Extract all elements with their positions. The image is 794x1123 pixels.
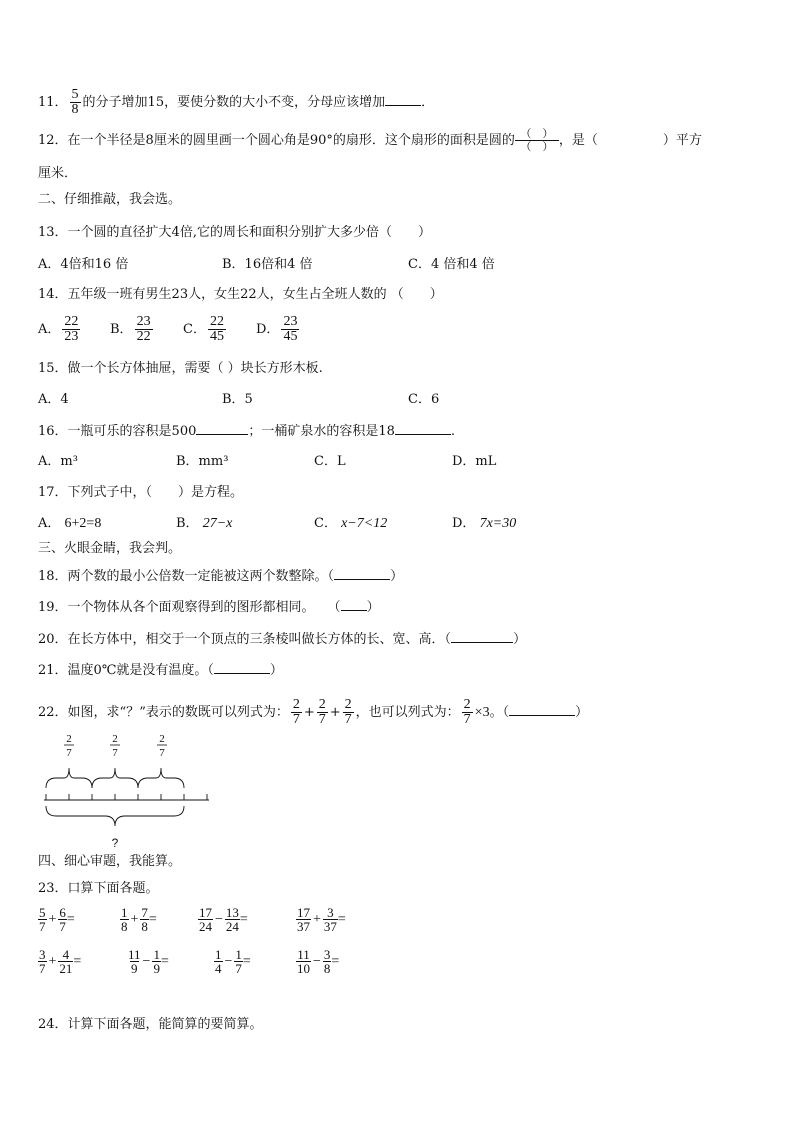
question-number: 11． [38,95,68,110]
denominator: 9 [131,961,138,976]
numerator: 13 [225,905,239,920]
equals-sign: = [331,953,340,969]
question-number: 15． [38,361,68,376]
math-expression: x−7<12 [341,516,388,531]
fraction [208,315,226,344]
fraction [120,906,129,933]
denominator: 7 [318,712,326,727]
denominator: 23 [64,329,79,344]
question-text: 如图，求“？”表示的数既可以列式为： [67,705,289,720]
option-c[interactable]: C．L [314,454,346,469]
option-b[interactable]: B．16倍和4 倍 [222,257,313,272]
upper-brace [138,768,184,788]
denominator: 7 [39,961,46,976]
numerator: 22 [209,314,224,329]
question-number: 24． [38,1017,68,1032]
question-number: 20． [38,632,68,647]
numerator: 4 [62,947,70,962]
punct: ） [513,632,527,647]
operator: − [224,953,233,969]
fraction [38,948,47,975]
question-number: 22． [38,705,68,720]
operator: − [142,953,151,969]
option-label: D． [452,516,476,531]
segment-label-numerator: 2 [66,733,72,745]
upper-brace [46,768,92,788]
section-heading: 四、细心审题，我能算。 [38,854,182,869]
numerator: 1 [153,947,160,962]
denominator: 8 [323,961,331,976]
lower-brace [46,806,184,826]
option-c[interactable] [314,515,387,533]
question-number: 13． [38,225,68,240]
option-a[interactable]: A．4 [38,392,69,407]
numerator: 7 [141,905,148,920]
operator: + [48,911,57,927]
numerator: 1 [235,947,242,962]
question-number: 12． [38,133,68,148]
fraction [62,315,80,344]
answer-blank[interactable] [334,567,390,580]
option-d[interactable]: D．mL [452,454,497,469]
question-23 [38,880,159,898]
option-label: A． [38,322,61,337]
option-d[interactable] [256,315,301,344]
operator: − [313,953,321,969]
denominator: 7 [463,712,471,727]
fraction [296,948,311,975]
denominator: 10 [297,961,310,976]
question-24 [38,1016,263,1034]
option-a[interactable]: A．4倍和16 倍 [38,257,129,272]
question-text: ；一桶矿泉水的容积是18 [248,424,395,439]
fraction [140,906,149,933]
numerator: 2 [344,697,352,712]
question-number: 23． [38,881,68,896]
numerator: 11 [297,947,310,962]
denominator: 7 [59,919,66,934]
segment-label-numerator: 2 [112,733,118,745]
plus-sign: + [329,705,341,720]
blank-fraction[interactable] [515,128,559,153]
equals-sign: = [239,911,248,927]
question-number: 14． [38,287,68,302]
option-b[interactable]: B．5 [222,392,253,407]
option-label: B． [110,322,133,337]
denominator: 7 [344,712,352,727]
question-18 [38,567,403,586]
denominator: 7 [39,919,46,934]
option-c[interactable]: C．6 [408,392,440,407]
equals-sign: = [73,953,82,969]
answer-blank[interactable] [196,422,248,435]
fraction [323,948,332,975]
upper-brace [92,768,138,788]
answer-blank[interactable] [509,703,575,716]
punct: ） [269,663,283,678]
question-19 [38,598,380,617]
fraction [343,698,354,727]
numerator: 3 [39,947,46,962]
segment-label-numerator: 2 [159,733,165,745]
operator: + [130,911,139,927]
equals-sign: = [148,911,157,927]
equals-sign: = [160,953,169,969]
denominator: （ ） [515,140,559,153]
option-b[interactable] [176,515,232,533]
question-text: 在一个半径是8厘米的圆里画一个圆心角是90°的扇形．这个扇形的面积是圆的 [67,133,515,148]
operator: + [313,911,321,927]
denominator: 7 [235,961,242,976]
math-expression: 27−x [202,516,233,531]
calc-item[interactable] [38,906,75,933]
equals-sign: = [66,911,75,927]
question-text: 的分子增加15，要使分数的大小不变，分母应该增加 [82,95,386,110]
option-b[interactable] [110,315,155,344]
numerator: 2 [318,697,326,712]
denominator: 9 [153,961,160,976]
option-label: B． [176,516,199,531]
fraction [38,906,47,933]
denominator: 37 [297,919,310,934]
question-text: 在长方体中，相交于一个顶点的三条棱叫做长方体的长、宽、高．（ [67,632,452,647]
question-text: 两个数的最小公倍数一定能被这两个数整除。（ [67,569,335,584]
question-text: 温度0℃就是没有温度。（ [67,663,214,678]
fraction [234,948,243,975]
segment-label-denominator: 7 [112,747,118,759]
calc-item[interactable] [38,948,81,975]
equals-sign: = [337,911,346,927]
equals-sign: = [242,953,251,969]
numerator: 17 [297,905,310,920]
calc-item[interactable] [120,906,157,933]
question-14 [38,286,443,304]
question-text: 五年级一班有男生23人，女生22人，女生占全班人数的 （ ） [67,287,443,302]
operator: − [215,911,223,927]
numerator: 5 [39,905,46,920]
math-expression: 7x=30 [479,516,517,531]
calc-item[interactable] [296,948,339,975]
question-text: 一个物体从各个面观察得到的图形都相同。 （ [67,600,341,615]
calc-item[interactable] [128,948,169,975]
question-number: 19． [38,600,68,615]
fraction [296,906,311,933]
question-21 [38,661,283,680]
denominator: 45 [283,329,298,344]
question-12 [38,128,702,153]
question-13 [38,224,431,242]
denominator: 37 [323,919,337,934]
option-c[interactable] [183,315,228,344]
calc-item[interactable] [198,906,248,933]
question-number: 18． [38,569,68,584]
section-heading: 二、仔细推敲，我会选。 [38,192,182,207]
denominator: 8 [71,102,79,117]
numerator: 2 [292,697,300,712]
fraction [462,698,473,727]
question-text: ，也可以列式为： [355,705,460,720]
question-20 [38,630,526,649]
numerator: 1 [215,947,222,962]
question-number: 21． [38,663,68,678]
answer-blank[interactable] [341,598,367,611]
question-text: 下列式子中，（ ）是方程。 [67,485,244,500]
numerator: 3 [327,905,334,920]
numerator: 1 [121,905,128,920]
fraction [214,948,223,975]
fraction [152,948,161,975]
option-label: C． [314,516,337,531]
option-b[interactable]: B．mm³ [176,454,229,469]
fraction [128,948,141,975]
punct: ） [366,600,380,615]
calc-item[interactable] [296,906,346,933]
segment-label-denominator: 7 [66,747,72,759]
question-15 [38,360,323,378]
numerator: 2 [463,697,471,712]
fraction [291,698,302,727]
punct: ） [575,705,589,720]
numerator: 17 [199,905,212,920]
answer-blank[interactable] [385,93,421,106]
question-22 [38,698,588,727]
segment-label-denominator: 7 [159,747,165,759]
punct: ） [390,569,404,584]
option-a[interactable] [38,515,101,533]
denominator: 24 [199,919,212,934]
option-c[interactable]: C．4 倍和4 倍 [408,257,495,272]
question-text: 。（ [489,705,510,720]
calc-item[interactable] [214,948,251,975]
numerator: 5 [71,87,79,102]
multiply-expression: ×3 [474,705,490,720]
denominator: 45 [209,329,224,344]
question-16 [38,422,455,441]
plus-sign: + [303,705,315,720]
denominator: 24 [225,919,239,934]
numerator: 23 [283,314,298,329]
fraction [135,315,153,344]
option-label: A． [38,516,61,531]
option-a[interactable] [38,315,82,344]
denominator: 4 [215,961,222,976]
numerator: 3 [323,947,331,962]
number-line-diagram [38,730,218,852]
option-a[interactable]: A．m³ [38,454,78,469]
denominator: 7 [292,712,300,727]
punct: ． [421,95,435,110]
answer-blank[interactable] [214,661,270,674]
denominator: 8 [141,919,148,934]
fraction [198,906,213,933]
answer-blank[interactable] [451,630,513,643]
question-text: 做一个长方体抽屉，需要（ ）块长方形木板. [67,361,323,376]
question-number: 16． [38,424,68,439]
option-d[interactable] [452,515,516,533]
numerator: 22 [64,314,79,329]
denominator: 22 [136,329,151,344]
numerator: 11 [128,947,141,962]
fraction [58,948,73,975]
section-heading: 三、火眼金睛，我会判。 [38,541,182,556]
question-text: 一个圆的直径扩大4倍,它的周长和面积分别扩大多少倍（ ） [67,225,431,240]
numerator: 6 [59,905,66,920]
fraction [70,88,81,117]
question-11 [38,88,434,117]
question-text: 计算下面各题，能简算的要简算。 [67,1017,263,1032]
question-17 [38,484,243,502]
fraction [281,315,299,344]
answer-blank[interactable] [395,422,451,435]
fraction [323,906,338,933]
option-label: D． [256,322,280,337]
numerator: 23 [136,314,151,329]
fraction [225,906,240,933]
question-text: ，是（ ）平方 [558,133,702,148]
unknown-label: ? [111,836,119,850]
question-text: 一瓶可乐的容积是500 [67,424,197,439]
question-text: 口算下面各题。 [67,881,159,896]
question-12-cont: 厘米． [38,166,78,181]
question-number: 17． [38,485,68,500]
fraction [58,906,67,933]
denominator: 21 [59,961,73,976]
numerator: （ ） [520,127,554,140]
fraction [317,698,328,727]
denominator: 8 [121,919,128,934]
punct: . [450,424,456,439]
math-expression: 6+2=8 [64,516,102,531]
operator: + [48,953,57,969]
option-label: C． [183,322,206,337]
